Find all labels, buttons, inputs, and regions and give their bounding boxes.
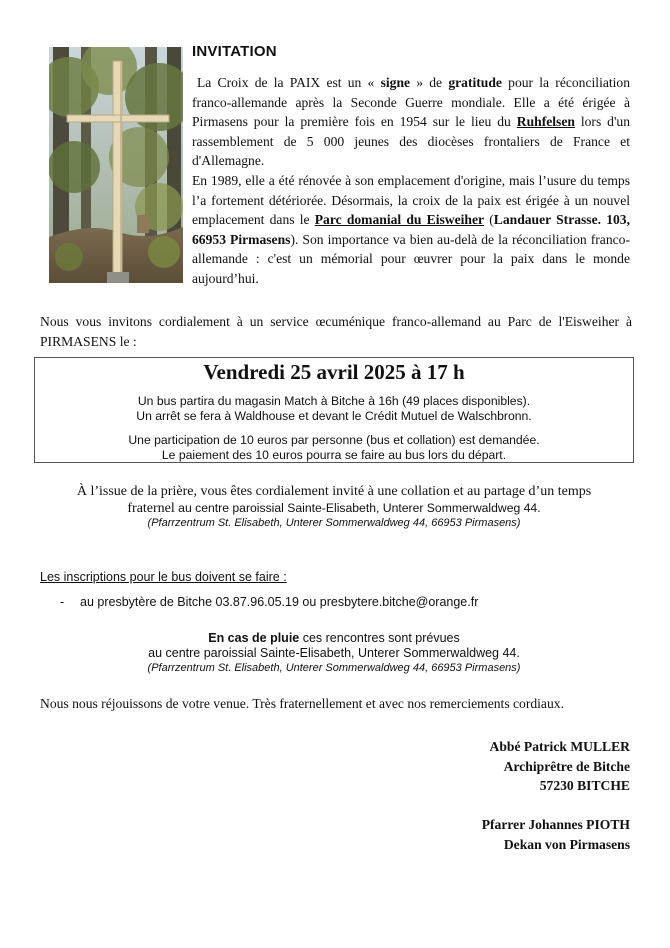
- rain-notice-line: [34, 631, 634, 646]
- rain-notice-german-address: (Pfarrzentrum St. Elisabeth, Unterer Sommerwaldweg 44, 66953 Pirmasens): [147, 662, 521, 674]
- after-prayer-section: [34, 483, 634, 530]
- intro-emphasis-gratitude: gratitude: [448, 75, 502, 90]
- rain-notice-text: ces rencontres sont prévues: [299, 631, 460, 645]
- intro-text-part: » de: [410, 75, 449, 90]
- rain-notice-emphasis: En cas de pluie: [208, 631, 300, 645]
- intro-text-part: pour la réconciliation franco-allemande après la Seconde Guerre mondiale. Elle a été érigée à Pirmasens pour la première fois en 1954 sur le lieu du: [192, 75, 631, 130]
- bullet-dash: -: [60, 595, 65, 609]
- intro-emphasis-signe: signe: [380, 75, 411, 90]
- signature-title: Dekan von Pirmasens: [503, 836, 630, 852]
- intro-text-part: En 1989, elle a été rénovée à son emplacement d'origine, mais l’usure du temps l’a fortement détériorée. Désormais, la croix de la paix est érigée à un nouvel emplacement dans le: [192, 172, 630, 228]
- bus-info-line: Un bus partira du magasin Match à Bitche à 16h (49 places disponibles).: [137, 394, 531, 408]
- signature-block-2: [482, 815, 630, 854]
- after-prayer-line: À l’issue de la prière, vous êtes cordialement invité à une collation et au partage d’un temps: [76, 484, 592, 499]
- wooden-cross-photo-icon: [49, 47, 183, 283]
- intro-text-part: (: [484, 212, 494, 228]
- signature-place: 57230 BITCHE: [539, 778, 630, 793]
- fee-info-line: Le paiement des 10 euros pourra se faire au bus lors du départ.: [161, 448, 507, 462]
- after-prayer-address: au centre paroissial Sainte-Elisabeth, Unterer Sommerwaldweg 44.: [174, 501, 541, 515]
- cross-photo: [49, 47, 183, 283]
- bus-info: [35, 394, 633, 424]
- after-prayer-german-address: (Pfarrzentrum St. Elisabeth, Unterer Sommerwaldweg 44, 66953 Pirmasens): [147, 517, 521, 529]
- after-prayer-word: fraternel: [127, 501, 175, 516]
- intro-paragraph-1: [192, 73, 630, 171]
- signature-name: Pfarrer Johannes PIOTH: [481, 817, 630, 832]
- registration-contact: au presbytère de Bitche 03.87.96.05.19 ou presbytere.bitche@orange.fr: [80, 595, 479, 609]
- signature-title: Archiprêtre de Bitche: [503, 758, 630, 774]
- intro-emphasis-address: Landauer Strasse. 103, 66953 Pirmasens: [192, 212, 630, 247]
- rain-notice: [34, 631, 634, 675]
- bus-info-line: Un arrêt se fera à Waldhouse et devant le Crédit Mutuel de Walschbronn.: [136, 409, 532, 423]
- signature-name: Abbé Patrick MULLER: [489, 739, 630, 754]
- intro-text-part: ). Son importance va bien au-delà de la réconciliation franco-allemande : c'est un mémorial pour œuvrer pour la paix dans le monde aujourd’hui.: [192, 231, 630, 286]
- intro-emphasis-park: Parc domanial du Eisweiher: [314, 212, 485, 228]
- intro-emphasis-ruhfelsen: Ruhfelsen: [516, 114, 575, 130]
- event-box: [34, 357, 634, 463]
- rain-notice-location: au centre paroissial Sainte-Elisabeth, Unterer Sommerwaldweg 44.: [148, 646, 520, 660]
- fee-info-line: Une participation de 10 euros par personne (bus et collation) est demandée.: [128, 433, 540, 447]
- invitation-heading: INVITATION: [192, 43, 277, 60]
- intro-text-part: lors d'un rassemblement de 5 000 jeunes des diocèses frontaliers de France et d'Allemagne.: [192, 114, 630, 169]
- intro-text: [192, 73, 630, 289]
- intro-text-part: La Croix de la PAIX est un «: [197, 75, 381, 90]
- registration-title: Les inscriptions pour le bus doivent se faire :: [40, 570, 287, 584]
- closing-thanks: Nous nous réjouissons de votre venue. Très fraternellement et avec nos remerciements cordiaux.: [40, 696, 564, 711]
- intro-paragraph-2: [192, 171, 630, 289]
- invitation-sentence: Nous vous invitons cordialement à un service œcuménique franco-allemand au Parc de l'Eisweiher à PIRMASENS le :: [40, 314, 632, 349]
- signature-block-1: [490, 737, 630, 796]
- after-prayer-location: [34, 501, 634, 516]
- fee-info: [35, 433, 633, 463]
- event-date: Vendredi 25 avril 2025 à 17 h: [203, 360, 465, 384]
- registration-item: [60, 595, 478, 609]
